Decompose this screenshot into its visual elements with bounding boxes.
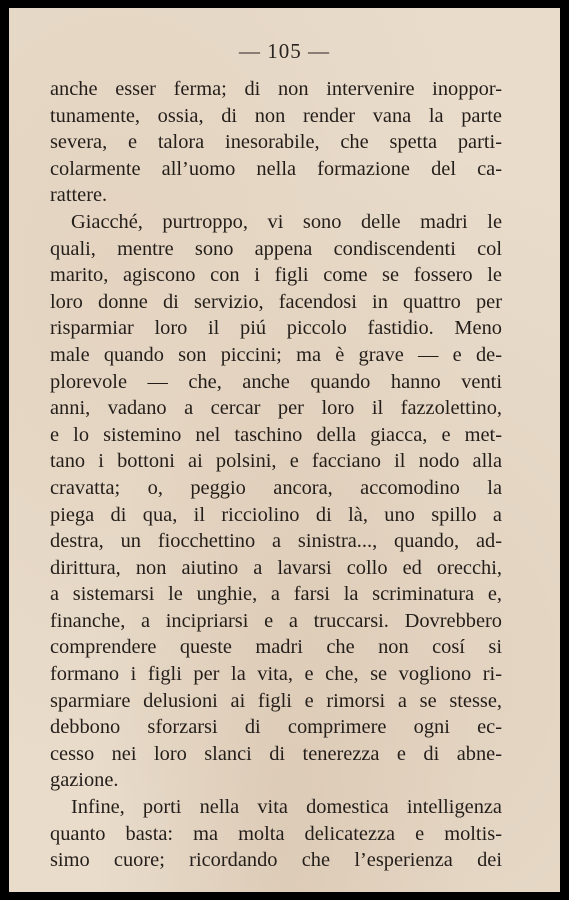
text-line: plorevole — che, anche quando hanno venti — [50, 370, 502, 393]
text-line: dirittura, non aiutino a lavarsi collo ed orecchi, — [50, 556, 502, 579]
text-line: finanche, a incipriarsi e a truccarsi. Dovrebbero — [50, 609, 502, 632]
text-line: e lo sistemino nel taschino della giacca, e met- — [50, 423, 502, 446]
text-line: rattere. — [50, 184, 108, 207]
text-line: severa, e talora inesorabile, che spetta parti- — [50, 131, 502, 154]
text-line: marito, agiscono con i figli come se fossero le — [50, 264, 502, 287]
text-line: risparmiar loro il piú piccolo fastidio. Meno — [50, 317, 502, 340]
paragraph-3 — [50, 794, 502, 874]
text-line: Infine, porti nella vita domestica intelligenza — [71, 796, 502, 819]
text-line: tunamente, ossia, di non render vana la parte — [50, 104, 502, 127]
text-line: tano i bottoni ai polsini, e facciano il nodo alla — [50, 450, 502, 473]
book-page — [9, 8, 560, 892]
paragraph-2 — [50, 209, 502, 794]
text-line: male quando son piccini; ma è grave — e de- — [50, 343, 502, 366]
text-line: simo cuore; ricordando che l’esperienza dei — [50, 849, 502, 872]
page-number: — 105 — — [239, 39, 330, 63]
text-line: debbono sforzarsi di comprimere ogni ec- — [50, 716, 502, 739]
text-line: piega di qua, il ricciolino di là, uno spillo a — [50, 503, 502, 526]
body-text — [50, 76, 502, 874]
text-line: quanto basta: ma molta delicatezza e moltis- — [50, 822, 502, 845]
text-line: formano i figli per la vita, e che, se vogliono ri- — [50, 663, 502, 686]
text-line: loro donne di servizio, facendosi in quattro per — [50, 290, 502, 313]
text-line: anni, vadano a cercar per loro il fazzolettino, — [50, 397, 502, 420]
text-line: destra, un fiocchettino a sinistra..., quando, ad- — [50, 530, 502, 553]
text-line: sparmiare delusioni ai figli e rimorsi a se stesse, — [50, 689, 502, 712]
text-line: Giacché, purtroppo, vi sono delle madri le — [71, 210, 502, 233]
text-line: cravatta; o, peggio ancora, accomodino la — [50, 476, 502, 499]
text-line: gazione. — [50, 769, 119, 792]
text-line: cesso nei loro slanci di tenerezza e di abne- — [50, 742, 502, 765]
text-line: quali, mentre sono appena condiscendenti col — [50, 237, 502, 260]
paragraph-1 — [50, 76, 502, 209]
text-line: colarmente all’uomo nella formazione del ca- — [50, 157, 502, 180]
text-line: comprendere queste madri che non cosí si — [50, 636, 502, 659]
text-line: a sistemarsi le unghie, a farsi la scriminatura e, — [50, 583, 502, 606]
text-line: anche esser ferma; di non intervenire inoppor- — [50, 78, 502, 100]
